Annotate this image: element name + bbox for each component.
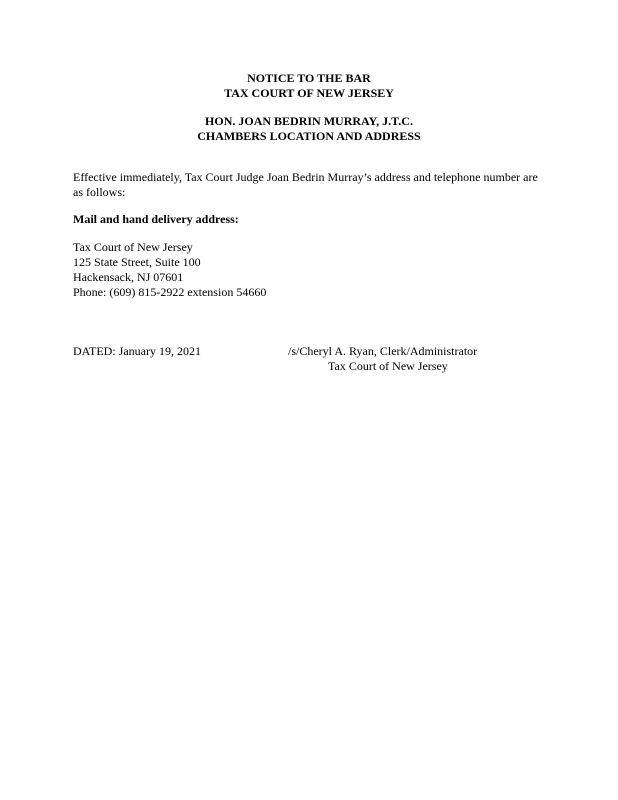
signature-title: Tax Court of New Jersey (328, 359, 448, 373)
address-line: Hackensack, NJ 07601 (73, 270, 184, 284)
court-name-line: TAX COURT OF NEW JERSEY (224, 86, 394, 100)
signature-line: /s/Cheryl A. Ryan, Clerk/Administrator (288, 344, 478, 358)
phone-line: Phone: (609) 815-2922 extension 54660 (73, 285, 267, 299)
address-line: Tax Court of New Jersey (73, 240, 193, 254)
intro-line: Effective immediately, Tax Court Judge Joan Bedrin Murray’s address and telephone number are (73, 170, 538, 184)
dated-line: DATED: January 19, 2021 (73, 344, 201, 358)
address-line: 125 State Street, Suite 100 (73, 255, 201, 269)
intro-line: as follows: (73, 185, 126, 199)
judge-name-line: HON. JOAN BEDRIN MURRAY, J.T.C. (205, 114, 413, 128)
address-block (73, 240, 553, 300)
chambers-line: CHAMBERS LOCATION AND ADDRESS (197, 129, 421, 143)
notice-title (0, 71, 618, 101)
intro-paragraph (73, 170, 553, 200)
notice-title-line: NOTICE TO THE BAR (247, 71, 371, 85)
judge-heading (0, 114, 618, 144)
address-heading: Mail and hand delivery address: (73, 212, 239, 226)
